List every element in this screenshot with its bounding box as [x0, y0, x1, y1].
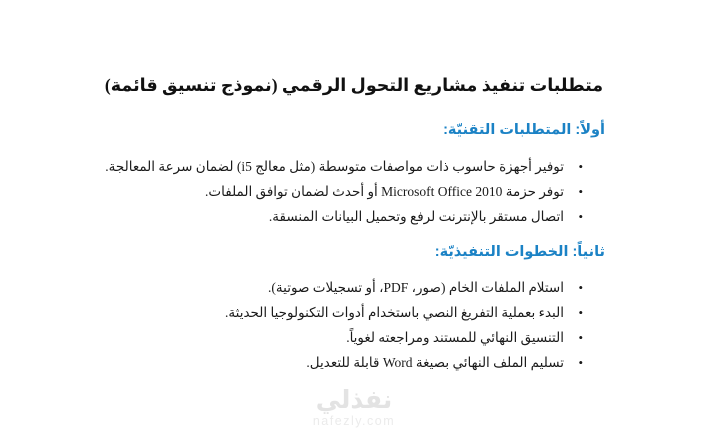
list-item-text: توفير أجهزة حاسوب ذات مواصفات متوسطة (مثل معالج i5) لضمان سرعة المعالجة.	[105, 159, 564, 174]
list-item	[60, 154, 588, 179]
bullet-icon: •	[578, 330, 583, 345]
list-item-text: توفر حزمة Microsoft Office 2010 أو أحدث لضمان توافق الملفات.	[205, 184, 564, 199]
list-item	[60, 179, 588, 204]
list-item-text: استلام الملفات الخام (صور، PDF، أو تسجيلات صوتية).	[268, 280, 564, 295]
section-2-bullet-list	[60, 275, 588, 375]
section-1-bullet-list	[60, 154, 588, 229]
list-item	[60, 275, 588, 300]
section-1-heading: أولاً: المتطلبات التقنيّة:	[443, 122, 605, 138]
bullet-icon: •	[578, 280, 583, 295]
list-item	[60, 325, 588, 350]
section-2-heading: ثانياً: الخطوات التنفيذيّة:	[434, 244, 605, 260]
watermark-site-url: nafezly.com	[312, 414, 396, 428]
bullet-icon: •	[578, 159, 583, 174]
list-item-text: تسليم الملف النهائي بصيغة Word قابلة للتعديل.	[306, 355, 564, 370]
list-item	[60, 204, 588, 229]
bullet-icon: •	[578, 184, 583, 199]
list-item	[60, 300, 588, 325]
nafezly-logo: نفذلي	[315, 385, 393, 414]
list-item-text: البدء بعملية التفريغ النصي باستخدام أدوات التكنولوجيا الحديثة.	[225, 305, 564, 320]
list-item	[60, 350, 588, 375]
bullet-icon: •	[578, 305, 583, 320]
document-title: متطلبات تنفيذ مشاريع التحول الرقمي (نموذج تنسيق قائمة)	[104, 75, 604, 95]
bullet-icon: •	[578, 209, 583, 224]
list-item-text: اتصال مستقر بالإنترنت لرفع وتحميل البيانات المنسقة.	[268, 209, 564, 224]
watermark	[0, 387, 708, 429]
list-item-text: التنسيق النهائي للمستند ومراجعته لغوياً.	[346, 330, 564, 345]
bullet-icon: •	[578, 355, 583, 370]
